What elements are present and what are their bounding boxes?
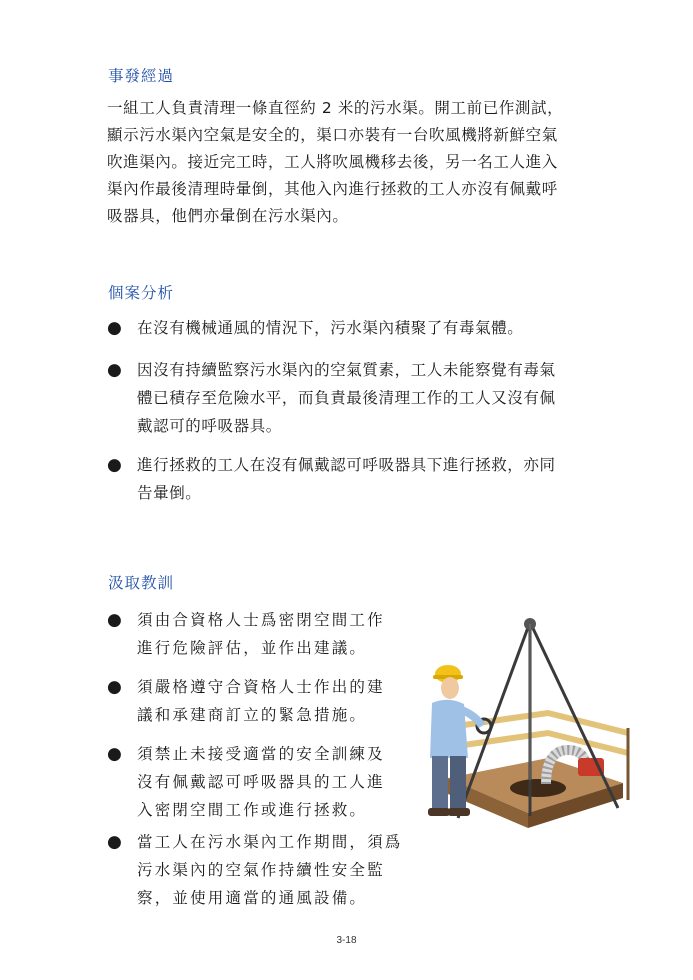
analysis-bullet-1 bbox=[107, 314, 612, 342]
worker-head bbox=[441, 677, 459, 699]
bullet-dot: ● bbox=[107, 610, 123, 630]
lesson-bullet-3 bbox=[107, 740, 427, 824]
bullet-text: 須禁止未接受適當的安全訓練及 沒有佩戴認可呼吸器具的工人進 入密閉空間工作或進行拯救。 bbox=[137, 745, 385, 819]
bullet-dot: ● bbox=[107, 455, 123, 475]
analysis-bullet-3 bbox=[107, 451, 612, 507]
worker-boot bbox=[428, 808, 450, 816]
bullet-dot: ● bbox=[107, 832, 123, 852]
bullet-dot: ● bbox=[107, 677, 123, 697]
bullet-text: 當工人在污水渠內工作期間，須爲 污水渠內的空氣作持續性安全監 察，並使用適當的通風設備。 bbox=[137, 833, 403, 907]
heading-incident: 事發經過 bbox=[108, 67, 175, 85]
worker-leg bbox=[432, 756, 448, 811]
bullet-text: 因沒有持續監察污水渠內的空氣質素，工人未能察覺有毒氣 體已積存至危險水平，而負責最後清理工作的工人又沒有佩 戴認可的呼吸器具。 bbox=[137, 361, 556, 435]
manhole-opening bbox=[510, 779, 566, 797]
bullet-text: 須嚴格遵守合資格人士作出的建 議和承建商訂立的緊急措施。 bbox=[137, 678, 385, 724]
bullet-dot: ● bbox=[107, 318, 123, 338]
worker-leg bbox=[450, 756, 466, 811]
incident-line: 吸器具，他們亦暈倒在污水渠內。 bbox=[107, 207, 349, 225]
lesson-bullet-1 bbox=[107, 606, 427, 662]
lesson-bullet-2 bbox=[107, 673, 427, 729]
incident-line: 一組工人負責清理一條直徑約 2 米的污水渠。開工前已作測試， bbox=[107, 99, 564, 117]
incident-line: 吹進渠內。接近完工時，工人將吹風機移去後，另一名工人進入 bbox=[107, 153, 558, 171]
heading-case-analysis: 個案分析 bbox=[108, 284, 175, 302]
lesson-bullet-4 bbox=[107, 828, 427, 912]
bullet-dot: ● bbox=[107, 360, 123, 380]
analysis-bullet-2 bbox=[107, 356, 612, 440]
barrier-rail-mid bbox=[443, 733, 628, 753]
heading-lessons-learned: 汲取教訓 bbox=[108, 574, 175, 592]
page-number: 3-18 bbox=[336, 935, 357, 946]
incident-line: 顯示污水渠內空氣是安全的，渠口亦裝有一台吹風機將新鮮空氣 bbox=[107, 126, 558, 144]
incident-paragraph bbox=[107, 95, 612, 230]
bullet-text: 進行拯救的工人在沒有佩戴認可呼吸器具下進行拯救，亦同 告暈倒。 bbox=[137, 456, 556, 502]
bullet-text: 在沒有機械通風的情況下，污水渠內積聚了有毒氣體。 bbox=[137, 319, 524, 337]
worker-tripod-manhole-illustration bbox=[418, 608, 640, 866]
bullet-dot: ● bbox=[107, 744, 123, 764]
worker-shirt bbox=[430, 700, 468, 758]
bullet-text: 須由合資格人士爲密閉空間工作 進行危險評估，並作出建議。 bbox=[137, 611, 385, 657]
worker-boot bbox=[448, 808, 470, 816]
incident-line: 渠內作最後清理時暈倒，其他入內進行拯救的工人亦沒有佩戴呼 bbox=[107, 180, 558, 198]
